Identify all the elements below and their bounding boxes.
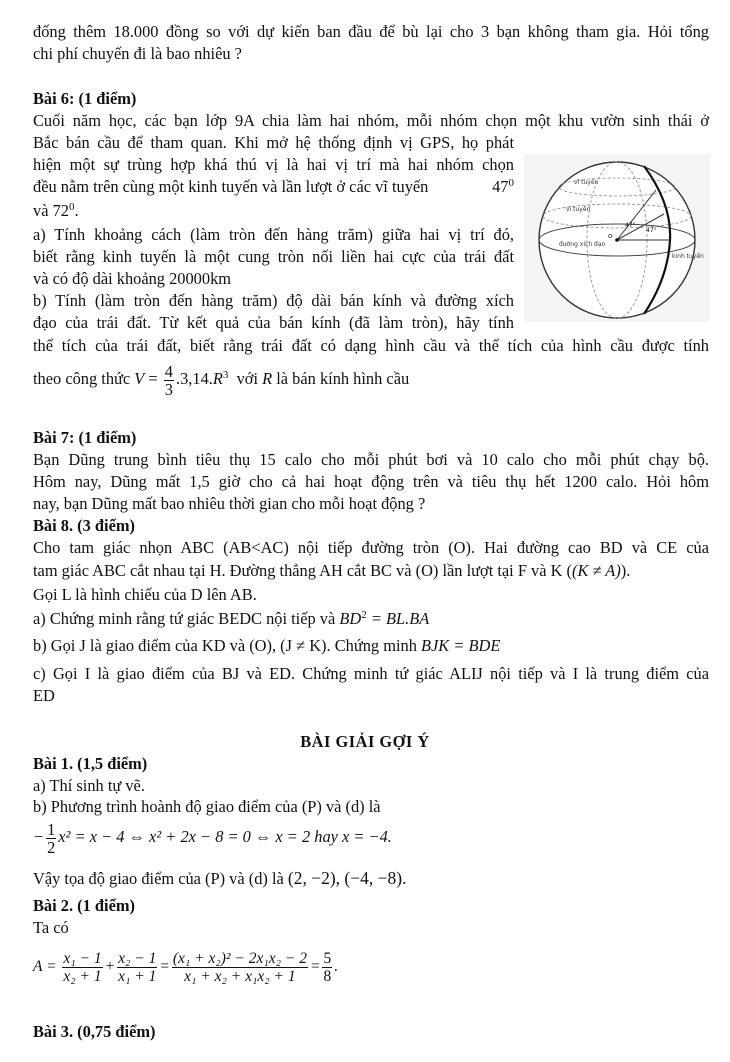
sol-bai2-heading: Bài 2. (1 điểm) bbox=[33, 896, 135, 915]
intro-line-1: đống thêm 18.000 đồng so với dự kiến ban đầu để bù lại cho 3 bạn không tham gia. Hỏi tổng bbox=[33, 22, 709, 41]
label-center-o: o bbox=[608, 232, 613, 240]
bai8-part-b: b) Gọi J là giao điểm của KD và (O), (J ≠ K). Chứng minh BJK = BDE bbox=[33, 636, 501, 655]
sol-bai2-fraction-3: $\frac{\text{(x₁ + x₂)² − 2x₁x₂ − 2}}{\text{x₁ + x₂ + x₁x₂ + 1}}$ bbox=[172, 949, 307, 985]
sol-bai2-equation: A = $\frac{\text{x₁ − 1}}{\text{x₂ + 1}}$ + $\frac{\text{x₂ − 1}}{\text{x₁ + 1}}$ = $\frac{\text{(x₁ + x₂)² − 2x₁x₂ − 2}}{\text{x₁ + x₂ + x₁x₂ + 1}}$ = $\frac{5}{8}$ . bbox=[33, 949, 339, 985]
label-kinh-tuyen: kinh tuyến bbox=[672, 253, 704, 260]
bai8-heading: Bài 8. (3 điểm) bbox=[33, 516, 135, 535]
bai6-part-b-2: đạo của trái đất. Từ kết quả của bán kính (đã làm tròn), hãy tính bbox=[33, 313, 514, 332]
sol-bai2-fraction-1: $\frac{\text{x₁ − 1}}{\text{x₂ + 1}}$ bbox=[63, 949, 102, 985]
bai6-line-2: Bắc bán cầu để tham quan. Khi mở hệ thống định vị GPS, họ phát bbox=[33, 133, 514, 152]
latitude-47: $47^0$ bbox=[492, 177, 514, 196]
bai8-part-a: a) Chứng minh rằng tứ giác BEDC nội tiếp và $BD^2 = BL.BA$ bbox=[33, 609, 430, 628]
bai6-part-b-3: thể tích của trái đất, biết rằng trái đất có dạng hình cầu và thể tích của hình cầu được tính bbox=[33, 336, 709, 355]
bai6-part-a-2: biết rằng kinh tuyến là một cung tròn nối liền hai cực của trái đất bbox=[33, 247, 514, 266]
solution-title: BÀI GIẢI GỢI Ý bbox=[300, 732, 430, 751]
bai6-line-5: và $72^0$. bbox=[33, 201, 79, 220]
label-angle-2: 47° bbox=[646, 227, 657, 234]
bai8-part-c-1: c) Gọi I là giao điểm của BJ và ED. Chứng minh tứ giác ALIJ nội tiếp và I là trung điểm của bbox=[33, 664, 709, 683]
sol-bai2-taco: Ta có bbox=[33, 918, 69, 937]
sol-bai1-equation: − $\frac{1}{2}$ x² = x − 4 ⇔ x² + 2x − 8 = 0 ⇔ x = 2 hay x = −4. bbox=[33, 819, 392, 857]
bai8-line-3: Gọi L là hình chiếu của D lên AB. bbox=[33, 585, 257, 604]
sol-bai1-fraction: $\frac{1}{2}$ bbox=[47, 819, 56, 857]
bai6-line-3: hiện một sự trùng hợp khá thú vị là hai vị trí mà hai nhóm chọn bbox=[33, 155, 514, 174]
bai6-heading: Bài 6: (1 điểm) bbox=[33, 89, 137, 108]
formula-fraction: $\frac{4}{3}$ bbox=[164, 361, 173, 399]
label-equator: đường xích đạo bbox=[559, 241, 606, 248]
label-vi-tuyen-mid: vĩ tuyến bbox=[566, 206, 591, 213]
sol-bai1-b: b) Phương trình hoành độ giao điểm của (P) và (d) là bbox=[33, 797, 381, 816]
bai6-line-4-text: đều nằm trên cùng một kinh tuyến và lần lượt ở các vĩ tuyến bbox=[33, 177, 429, 196]
globe-center bbox=[615, 238, 619, 242]
bai7-line-3: nay, bạn Dũng mất bao nhiêu thời gian cho mỗi hoạt động ? bbox=[33, 494, 426, 513]
sol-bai3-heading: Bài 3. (0,75 điểm) bbox=[33, 1022, 156, 1041]
latitude-72: $72^0$. bbox=[52, 201, 79, 220]
sol-bai1-heading: Bài 1. (1,5 điểm) bbox=[33, 754, 148, 773]
bai7-heading: Bài 7: (1 điểm) bbox=[33, 428, 137, 447]
sol-bai2-fraction-2: $\frac{\text{x₂ − 1}}{\text{x₁ + 1}}$ bbox=[118, 949, 157, 985]
globe-figure bbox=[524, 154, 710, 322]
bai6-part-b-1: b) Tính (làm tròn đến hàng trăm) độ dài bán kính và đường xích bbox=[33, 291, 514, 310]
bai8-line-1: Cho tam giác nhọn ABC (AB<AC) nội tiếp đường tròn (O). Hai đường cao BD và CE của bbox=[33, 538, 709, 557]
bai8-part-c-2: ED bbox=[33, 686, 55, 705]
sol-bai1-a: a) Thí sinh tự vẽ. bbox=[33, 776, 145, 795]
sol-bai1-coords: Vậy tọa độ giao điểm của (P) và (d) là (2, −2), (−4, −8). bbox=[33, 868, 407, 888]
label-vi-tuyen-top: vĩ tuyến bbox=[574, 179, 599, 186]
sol-bai2-fraction-4: $\frac{5}{8}$ bbox=[323, 949, 332, 985]
bai8-line-2: tam giác ABC cắt nhau tại H. Đường thẳng AH cắt BC và (O) lần lượt tại F và K ((K ≠ A)). bbox=[33, 561, 631, 580]
intro-line-2: chi phí chuyến đi là bao nhiêu ? bbox=[33, 44, 242, 63]
bai6-part-a-1: a) Tính khoảng cách (làm tròn đến hàng trăm) giữa hai vị trí đó, bbox=[33, 225, 514, 244]
bai7-line-1: Bạn Dũng trung bình tiêu thụ 15 calo cho mỗi phút bơi và 10 calo cho mỗi phút chạy bộ. bbox=[33, 450, 709, 469]
label-angle-1: 47° bbox=[625, 222, 636, 229]
bai6-line-1: Cuối năm học, các bạn lớp 9A chia làm hai nhóm, mỗi nhóm chọn một khu vườn sinh thái ở bbox=[33, 111, 709, 130]
bai7-line-2: Hôm nay, Dũng mất 1,5 giờ cho cả hai hoạt động trên và tiêu thụ hết 1200 calo. Hỏi hôm bbox=[33, 472, 709, 491]
bai6-formula-line: theo công thức V = $\frac{4}{3}$ $.3,14.R^3$ với R là bán kính hình cầu bbox=[33, 361, 410, 399]
bai6-line-4 bbox=[33, 177, 514, 198]
bai6-part-a-3: và có độ dài khoảng 20000km bbox=[33, 269, 232, 288]
